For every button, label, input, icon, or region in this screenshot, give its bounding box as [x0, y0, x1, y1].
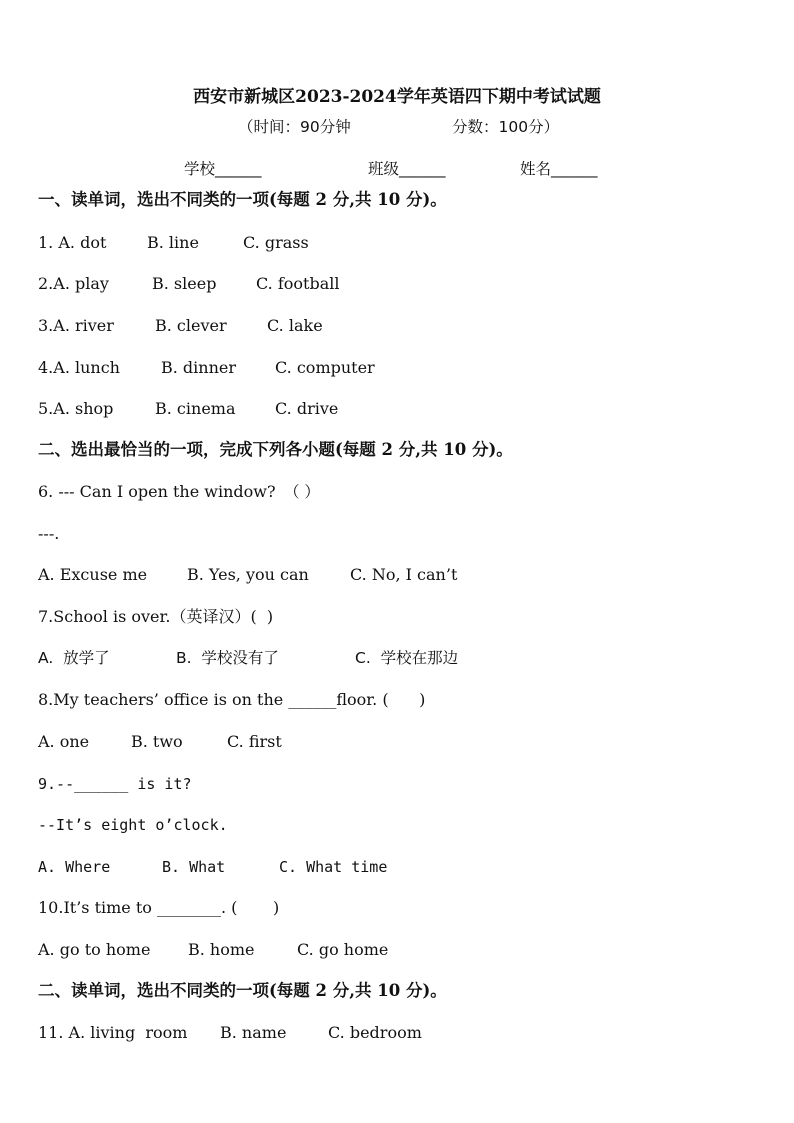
- question-4: 4.A. lunch: [38, 358, 120, 377]
- question-1-option-c: C. grass: [243, 233, 309, 252]
- question-5: 5.A. shop: [38, 399, 114, 418]
- section-heading-2: 二、选出最恰当的一项，完成下列各小题(每题 2 分,共 10 分)。: [38, 440, 513, 459]
- question-9-option-a: A. Where: [38, 858, 111, 876]
- question-6-option-c: C. No, I can’t: [350, 565, 458, 584]
- section-heading-3: 二、读单词，选出不同类的一项(每题 2 分,共 10 分)。: [38, 981, 447, 1000]
- question-2-option-b: B. sleep: [152, 274, 217, 293]
- question-4-option-b: B. dinner: [161, 358, 237, 377]
- question-11-option-b: B. name: [220, 1023, 287, 1042]
- question-4-option-c: C. computer: [275, 358, 375, 377]
- question-5-option-b: B. cinema: [155, 399, 236, 418]
- class-field: 班级______: [368, 160, 446, 178]
- question-1-option-b: B. line: [147, 233, 199, 252]
- question-9-option-b: B. What: [162, 858, 226, 876]
- question-2: 2.A. play: [38, 274, 109, 293]
- question-8: 8.My teachers’ office is on the ______floor. ( ): [38, 690, 426, 709]
- question-3-option-c: C. lake: [267, 316, 323, 335]
- school-field: 学校______: [184, 160, 262, 178]
- question-9: 9.--______ is it?: [38, 775, 192, 793]
- question-3-option-b: B. clever: [155, 316, 227, 335]
- section-heading-1: 一、读单词，选出不同类的一项(每题 2 分,共 10 分)。: [38, 190, 447, 209]
- question-9-option-c: C. What time: [279, 858, 388, 876]
- question-3: 3.A. river: [38, 316, 114, 335]
- question-7-option-a: A. 放学了: [38, 649, 110, 667]
- question-6-reply: ---.: [38, 524, 60, 543]
- question-11: 11. A. living room: [38, 1023, 188, 1042]
- name-field: 姓名______: [520, 160, 598, 178]
- question-10-option-b: B. home: [188, 940, 255, 959]
- question-10-option-c: C. go home: [297, 940, 389, 959]
- question-7: 7.School is over.（英译汉）( ): [38, 607, 274, 626]
- question-5-option-c: C. drive: [275, 399, 339, 418]
- question-9-reply: --It’s eight o’clock.: [38, 816, 228, 834]
- question-7-option-c: C. 学校在那边: [355, 649, 459, 667]
- question-6: 6. --- Can I open the window?: [38, 482, 276, 501]
- question-10: 10.It’s time to ________. ( ): [38, 898, 280, 917]
- question-11-option-c: C. bedroom: [328, 1023, 422, 1042]
- question-6-option-a: A. Excuse me: [38, 565, 148, 584]
- exam-time: （时间：90分钟: [238, 118, 351, 136]
- question-6-answer-blank: （ ）: [284, 483, 320, 501]
- question-6-option-b: B. Yes, you can: [187, 565, 309, 584]
- question-2-option-c: C. football: [256, 274, 340, 293]
- exam-title: 西安市新城区2023-2024学年英语四下期中考试试题: [193, 87, 601, 107]
- question-1: 1. A. dot: [38, 233, 107, 252]
- question-10-option-a: A. go to home: [38, 940, 151, 959]
- question-8-option-c: C. first: [227, 732, 282, 751]
- question-7-option-b: B. 学校没有了: [176, 649, 279, 667]
- question-8-option-b: B. two: [131, 732, 183, 751]
- question-8-option-a: A. one: [38, 732, 90, 751]
- exam-score: 分数：100分）: [452, 118, 560, 136]
